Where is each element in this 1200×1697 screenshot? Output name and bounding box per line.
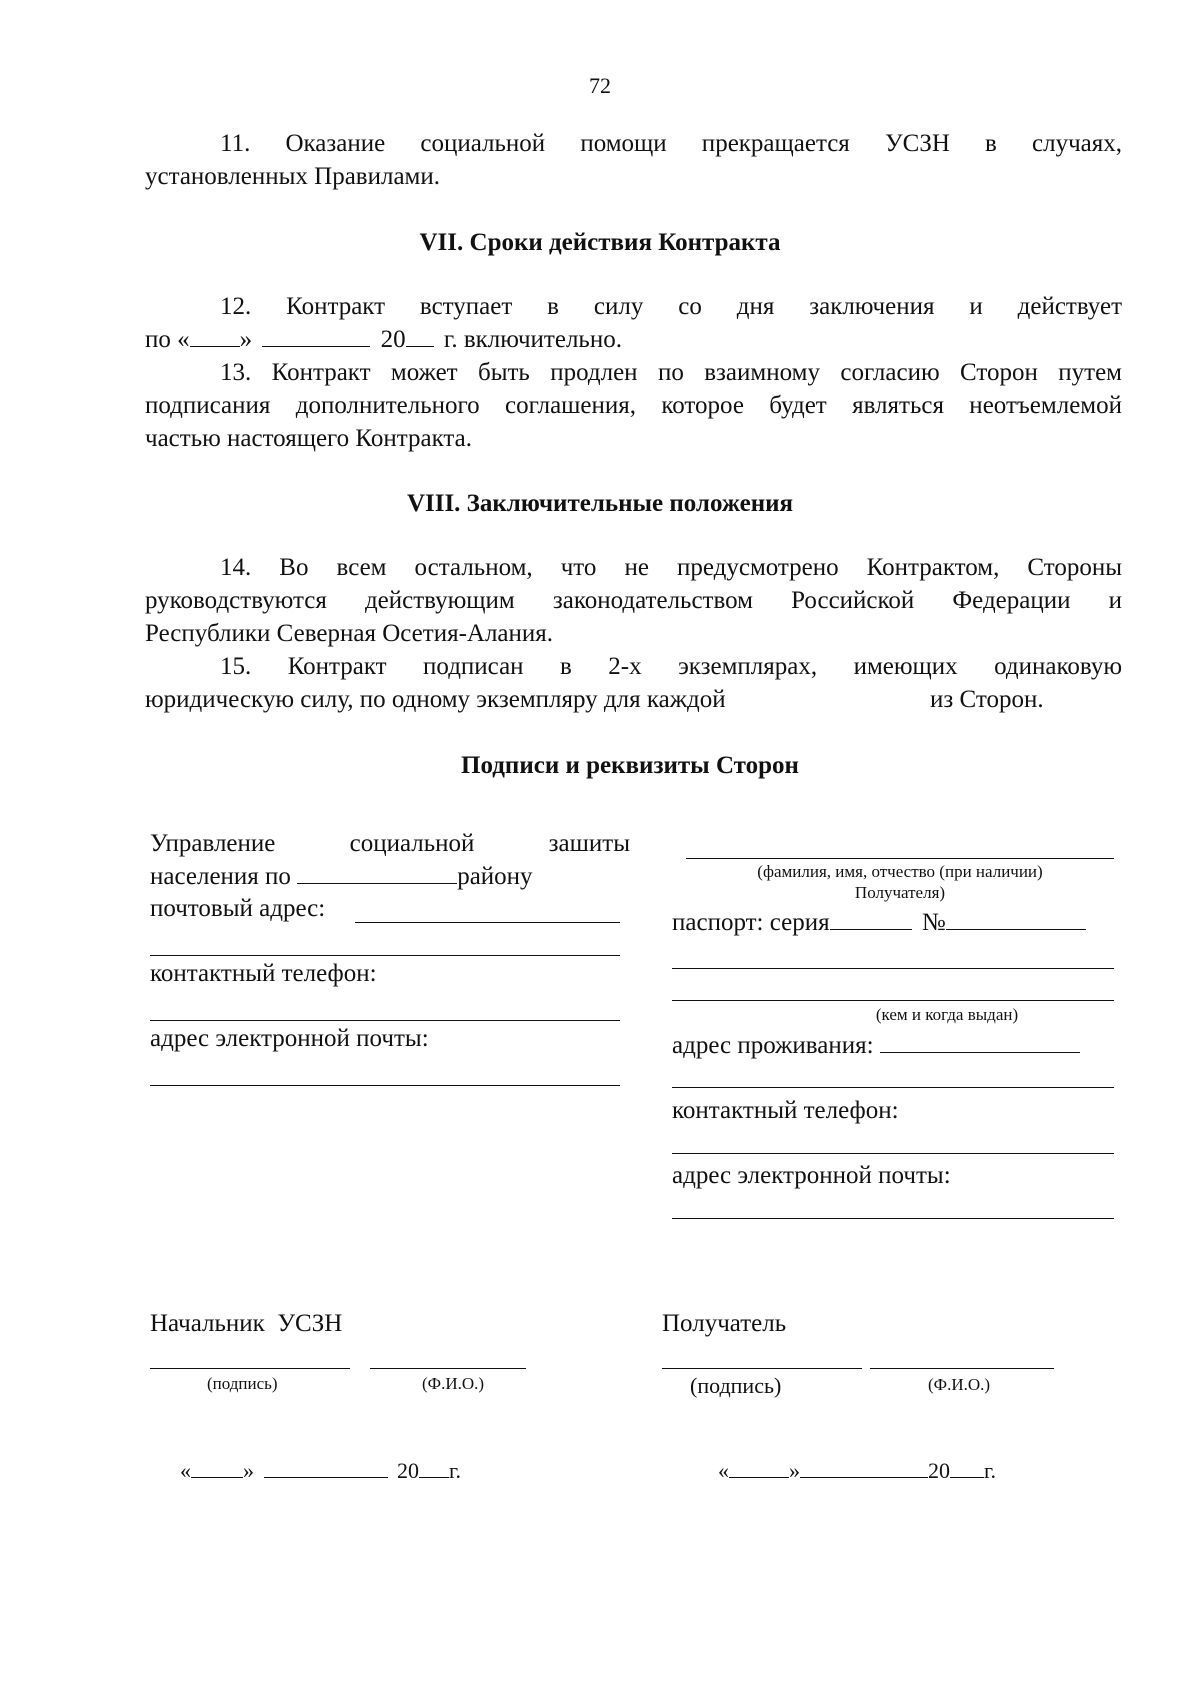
left-fio-line[interactable] <box>370 1368 526 1369</box>
district-blank[interactable] <box>297 861 457 884</box>
passport-line <box>672 907 1086 939</box>
paragraph-15-line-1: 15. Контракт подписан в 2-х экземплярах, имеющих одинаковую <box>220 653 1122 680</box>
paragraph-14-line-2: руководствуются действующим законодательством Российской Федерации и <box>145 587 1122 614</box>
recipient-name-caption-2: Получателя) <box>854 883 946 902</box>
recipient-name-line[interactable] <box>686 858 1114 859</box>
left-phone-label: контактный телефон: <box>150 960 377 987</box>
issued-caption: (кем и когда выдан) <box>875 1005 1019 1024</box>
left-phone-line[interactable] <box>150 1020 620 1021</box>
until-close-quote: » <box>239 326 253 353</box>
year-blank[interactable] <box>406 324 434 347</box>
passport-series-blank[interactable] <box>830 907 912 930</box>
left-date-month-blank[interactable] <box>264 1457 388 1478</box>
left-date-line <box>180 1455 461 1487</box>
paragraph-15-line-2b: из Сторон. <box>930 686 1044 713</box>
section-7-title: VII. Сроки действия Контракта <box>419 229 781 256</box>
left-date-year-suffix: г. <box>449 1458 462 1483</box>
left-fio-caption: (Ф.И.О.) <box>422 1374 485 1393</box>
right-date-year-prefix: 20 <box>928 1458 950 1483</box>
left-signature-caption: (подпись) <box>207 1374 278 1393</box>
month-blank[interactable] <box>262 324 370 347</box>
left-postal-line[interactable] <box>355 922 620 923</box>
left-date-open-quote: « <box>180 1458 191 1483</box>
left-date-close-quote: » <box>243 1458 254 1483</box>
recipient-name-caption-1: (фамилия, имя, отчество (при наличии) <box>757 862 1043 881</box>
inclusive-text: г. включительно. <box>443 326 622 353</box>
right-date-year-blank[interactable] <box>950 1457 984 1478</box>
residence-blank[interactable] <box>880 1030 1080 1053</box>
paragraph-11-line-1: 11. Оказание социальной помощи прекращается УСЗН в случаях, <box>220 130 1122 157</box>
paragraph-12-line-2 <box>145 324 622 356</box>
left-org-line-2 <box>150 861 533 893</box>
left-postal-label: почтовый адрес: <box>150 895 326 922</box>
recipient-email-label: адрес электронной почты: <box>672 1162 951 1189</box>
paragraph-15-line-2a: юридическую силу, по одному экземпляру для каждой <box>145 686 726 713</box>
left-email-label: адрес электронной почты: <box>150 1025 429 1052</box>
right-date-line <box>718 1455 996 1487</box>
right-date-close-quote: » <box>789 1458 800 1483</box>
paragraph-11-line-2: установленных Правилами. <box>145 163 441 190</box>
left-date-year-prefix: 20 <box>397 1458 419 1483</box>
right-fio-line[interactable] <box>870 1368 1054 1369</box>
paragraph-14-line-3: Республики Северная Осетия-Алания. <box>145 620 554 647</box>
right-date-year-suffix: г. <box>984 1458 997 1483</box>
right-signature-line[interactable] <box>662 1368 862 1369</box>
left-signature-line[interactable] <box>150 1368 350 1369</box>
right-fio-caption: (Ф.И.О.) <box>928 1375 991 1394</box>
residence-line-2[interactable] <box>672 1087 1114 1088</box>
district-suffix: району <box>457 863 533 890</box>
paragraph-13-line-2: подписания дополнительного соглашения, которое будет являться неотъемлемой <box>145 392 1122 419</box>
passport-number-label: № <box>921 909 946 936</box>
page-number: 72 <box>589 73 611 98</box>
paragraph-13-line-3: частью настоящего Контракта. <box>145 425 472 452</box>
passport-issued-line-2[interactable] <box>672 1000 1114 1001</box>
left-postal-line-2[interactable] <box>150 955 620 956</box>
passport-issued-line-1[interactable] <box>672 968 1114 969</box>
recipient-phone-label: контактный телефон: <box>672 1097 899 1124</box>
right-date-month-blank[interactable] <box>800 1457 928 1478</box>
section-8-title: VIII. Заключительные положения <box>406 490 794 517</box>
paragraph-12-line-1: 12. Контракт вступает в силу со дня заключения и действует <box>220 293 1122 320</box>
day-blank[interactable] <box>190 324 240 347</box>
passport-series-label: паспорт: серия <box>672 909 830 936</box>
right-date-open-quote: « <box>718 1458 729 1483</box>
left-org-line-1: Управление социальной зашиты <box>150 830 630 857</box>
passport-number-blank[interactable] <box>946 907 1086 930</box>
left-signer-title: Начальник УСЗН <box>150 1310 343 1337</box>
paragraph-13-line-1: 13. Контракт может быть продлен по взаимному согласию Сторон путем <box>220 359 1122 386</box>
residence-line <box>672 1030 1080 1062</box>
residence-label: адрес проживания: <box>672 1032 874 1059</box>
until-prefix: по « <box>145 326 190 353</box>
left-email-line[interactable] <box>150 1085 620 1086</box>
right-signature-caption: (подпись) <box>690 1373 782 1398</box>
signatures-title: Подписи и реквизиты Сторон <box>461 752 799 779</box>
district-prefix: населения по <box>150 863 291 890</box>
recipient-email-line[interactable] <box>672 1218 1114 1219</box>
right-date-day-blank[interactable] <box>729 1457 789 1478</box>
paragraph-14-line-1: 14. Во всем остальном, что не предусмотрено Контрактом, Стороны <box>220 554 1122 581</box>
recipient-phone-line[interactable] <box>672 1153 1114 1154</box>
year-prefix: 20 <box>380 326 406 353</box>
left-date-day-blank[interactable] <box>191 1457 243 1478</box>
right-signer-title: Получатель <box>662 1310 787 1337</box>
left-date-year-blank[interactable] <box>419 1457 449 1478</box>
